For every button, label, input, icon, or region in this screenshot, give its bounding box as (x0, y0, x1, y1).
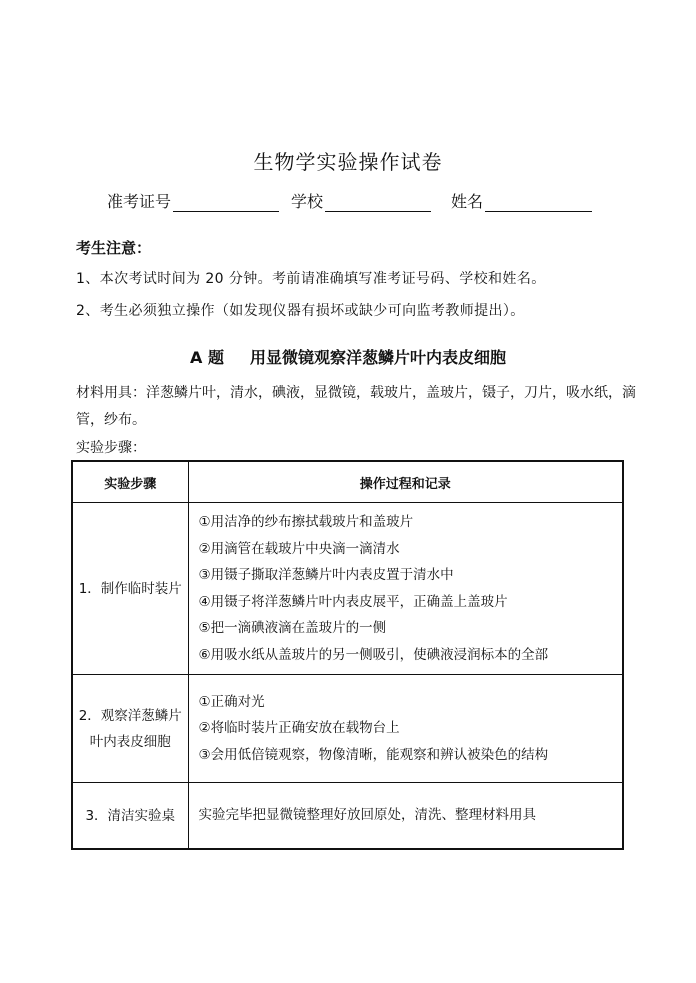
op-item: 实验完毕把显微镜整理好放回原处，清洗、整理材料用具 (198, 807, 536, 824)
steps-table (71, 460, 624, 850)
materials-text: 材料用具：洋葱鳞片叶，清水，碘液，显微镜，载玻片，盖玻片，镊子，刀片，吸水纸，滴管，纱布。 (76, 385, 636, 428)
op-item: ①正确对光 (198, 693, 265, 710)
op-item: ④用镊子将洋葱鳞片叶内表皮展平，正确盖上盖玻片 (198, 593, 508, 610)
op-item: ③会用低倍镜观察，物像清晰，能观察和辨认被染色的结构 (198, 746, 549, 763)
question-label: A 题 (190, 348, 224, 367)
ticket-label: 准考证号 (107, 192, 172, 211)
school-blank[interactable] (325, 195, 431, 212)
table-row (72, 503, 623, 675)
name-field (451, 189, 592, 212)
ticket-blank[interactable] (173, 195, 279, 212)
name-blank[interactable] (485, 195, 592, 212)
steps-label: 实验步骤： (76, 440, 146, 456)
step-name: 1．制作临时装片 (72, 503, 188, 675)
name-label: 姓名 (451, 192, 484, 211)
op-item: ②将临时装片正确安放在载物台上 (198, 720, 400, 737)
notice-heading: 考生注意： (76, 239, 152, 257)
page-title: 生物学实验操作试卷 (253, 150, 443, 174)
op-item: ⑥用吸水纸从盖玻片的另一侧吸引，使碘液浸润标本的全部 (198, 646, 549, 663)
op-item: ③用镊子撕取洋葱鳞片叶内表皮置于清水中 (198, 567, 454, 583)
step-name-line: 2．观察洋葱鳞片 (78, 707, 182, 724)
table-row (72, 783, 623, 850)
ticket-field (107, 189, 279, 212)
op-item: ①用洁净的纱布擦拭载玻片和盖玻片 (198, 514, 414, 530)
ops-cell (188, 783, 623, 850)
table-header-row (72, 461, 623, 503)
step-name-line: 叶内表皮细胞 (89, 733, 171, 750)
school-field (291, 189, 431, 212)
step-name (72, 675, 188, 783)
column-header-step: 实验步骤 (72, 461, 188, 503)
op-item: ②用滴管在载玻片中央滴一滴清水 (198, 540, 400, 557)
table-row (72, 675, 623, 783)
school-label: 学校 (291, 192, 324, 211)
column-header-ops: 操作过程和记录 (188, 461, 623, 503)
question-title (0, 345, 696, 368)
op-item: ⑤把一滴碘液滴在盖玻片的一侧 (198, 620, 387, 636)
notice-item: 1、本次考试时间为 20 分钟。考前请准确填写准考证号码、学校和姓名。 (76, 271, 546, 287)
notice-item: 2、考生必须独立操作（如发现仪器有损坏或缺少可向监考教师提出）。 (76, 303, 525, 319)
question-name: 用显微镜观察洋葱鳞片叶内表皮细胞 (249, 348, 506, 367)
step-name: 3．清洁实验桌 (72, 783, 188, 850)
ops-cell (188, 675, 623, 783)
ops-cell (188, 503, 623, 675)
